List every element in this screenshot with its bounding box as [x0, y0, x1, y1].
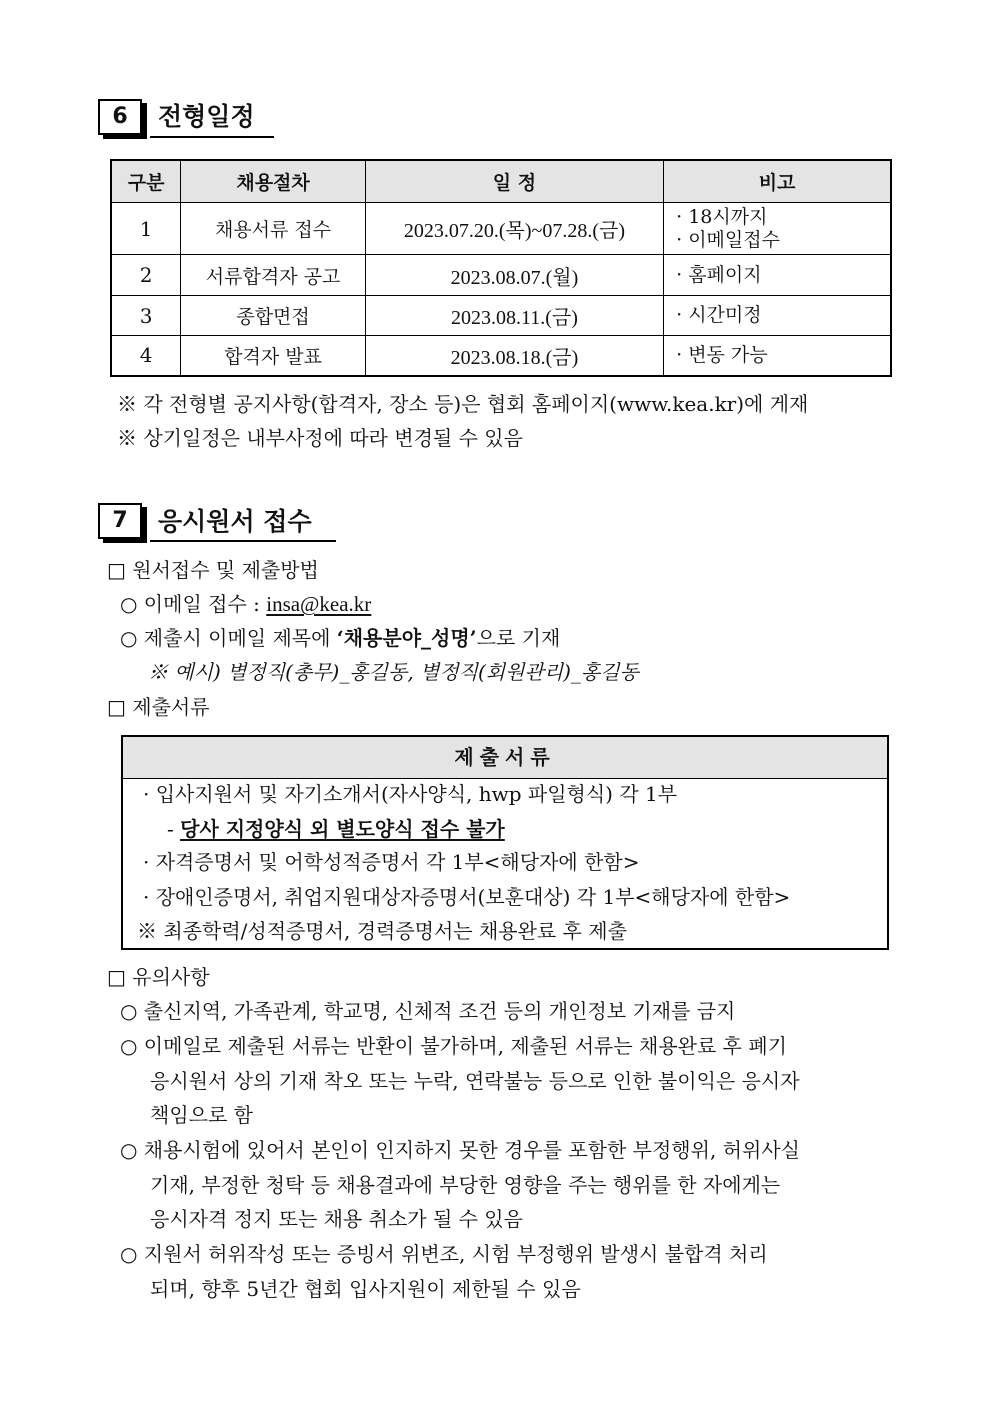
- row-procedure: 종합면접: [181, 296, 365, 336]
- table-row: [111, 296, 891, 336]
- row-remarks: [664, 203, 891, 255]
- schedule-table: [110, 159, 892, 377]
- email-link[interactable]: insa@kea.kr: [266, 592, 372, 616]
- remark-line: · 18시까지: [676, 205, 768, 228]
- section6-number-box: 6: [98, 99, 142, 135]
- caution-line: ○ 이메일로 제출된 서류는 반환이 불가하며, 제출된 서류는 채용완료 후 폐기: [120, 1034, 787, 1058]
- doc-item-certificates: · 자격증명서 및 어학성적증명서 각 1부<해당자에 한함>: [143, 850, 640, 874]
- caution-line: 응시자격 정지 또는 채용 취소가 될 수 있음: [150, 1207, 523, 1231]
- remark-line: · 변동 가능: [676, 343, 768, 366]
- row-date: 2023.08.07.(월): [365, 255, 663, 296]
- caution-line: 책임으로 함: [150, 1103, 253, 1127]
- doc-item-application: · 입사지원서 및 자기소개서(자사양식, hwp 파일형식) 각 1부: [143, 782, 678, 806]
- caution-line: 기재, 부정한 청탁 등 채용결과에 부당한 영향을 주는 행위를 한 자에게는: [150, 1173, 781, 1197]
- docs-heading: □ 제출서류: [107, 695, 210, 719]
- caution-line: 되며, 향후 5년간 협회 입사지원이 제한될 수 있음: [150, 1277, 581, 1301]
- row-date: 2023.08.11.(금): [365, 296, 663, 336]
- email-line: [120, 589, 371, 619]
- row-procedure: 채용서류 접수: [181, 203, 365, 255]
- caution-line: 응시원서 상의 기재 착오 또는 누락, 연락불능 등으로 인한 불이익은 응시자: [150, 1069, 800, 1093]
- documents-box: [121, 735, 889, 950]
- row-procedure: 합격자 발표: [181, 336, 365, 376]
- doc-item-disability: · 장애인증명서, 취업지원대상자증명서(보훈대상) 각 1부<해당자에 한함>: [143, 885, 791, 909]
- section6-title: 전형일정: [158, 102, 255, 131]
- section7-title: 응시원서 접수: [158, 507, 312, 536]
- remark-line: · 홈페이지: [676, 263, 762, 286]
- header-remarks: 비고: [664, 160, 891, 203]
- caution-heading: □ 유의사항: [107, 965, 210, 989]
- row-remarks: [664, 336, 891, 376]
- email-label: ○ 이메일 접수 :: [120, 592, 267, 616]
- header-schedule: 일 정: [365, 160, 663, 203]
- doc-item-application-sub: [167, 814, 505, 844]
- doc-note: ※ 최종학력/성적증명서, 경력증명서는 채용완료 후 제출: [137, 919, 627, 943]
- section7-number-box: 7: [98, 503, 142, 539]
- remark-line: · 시간미정: [676, 304, 762, 326]
- remark-line: · 이메일접수: [676, 228, 780, 251]
- table-row: [111, 336, 891, 376]
- subject-suffix: 으로 기재: [476, 626, 561, 650]
- row-remarks: [664, 296, 891, 336]
- row-number: 4: [111, 336, 181, 376]
- subject-format: ‘채용분야_성명’: [336, 626, 477, 650]
- header-procedure: 채용절차: [181, 160, 365, 203]
- row-procedure: 서류합격자 공고: [181, 255, 365, 296]
- schedule-note-1: ※ 각 전형별 공지사항(합격자, 장소 등)은 협회 홈페이지(www.kea.kr)에 게재: [117, 392, 809, 416]
- section7-title-underline: [150, 540, 336, 542]
- section6-title-underline: [150, 136, 274, 138]
- row-number: 2: [111, 255, 181, 296]
- row-date: 2023.07.20.(목)~07.28.(금): [365, 203, 663, 255]
- method-heading: □ 원서접수 및 제출방법: [107, 558, 319, 582]
- subject-line: [120, 623, 560, 653]
- header-category: 구분: [111, 160, 181, 203]
- table-row: [111, 255, 891, 296]
- schedule-note-2: ※ 상기일정은 내부사정에 따라 변경될 수 있음: [117, 426, 523, 450]
- sub-dash: -: [167, 817, 181, 841]
- caution-line: ○ 채용시험에 있어서 본인이 인지하지 못한 경우를 포함한 부정행위, 허위사실: [120, 1138, 800, 1162]
- row-date: 2023.08.18.(금): [365, 336, 663, 376]
- row-number: 1: [111, 203, 181, 255]
- caution-line: ○ 지원서 허위작성 또는 증빙서 위변조, 시험 부정행위 발생시 불합격 처리: [120, 1242, 768, 1266]
- caution-line: ○ 출신지역, 가족관계, 학교명, 신체적 조건 등의 개인정보 기재를 금지: [120, 999, 736, 1023]
- sub-text: 당사 지정양식 외 별도양식 접수 불가: [180, 817, 505, 841]
- documents-box-header: 제출서류: [123, 737, 887, 779]
- row-number: 3: [111, 296, 181, 336]
- schedule-table-header-row: [111, 160, 891, 203]
- subject-prefix: ○ 제출시 이메일 제목에: [120, 626, 337, 650]
- table-row: [111, 203, 891, 255]
- row-remarks: [664, 255, 891, 296]
- subject-example: ※ 예시) 별정직(총무)_홍길동, 별정직(회원관리)_홍길동: [148, 660, 639, 684]
